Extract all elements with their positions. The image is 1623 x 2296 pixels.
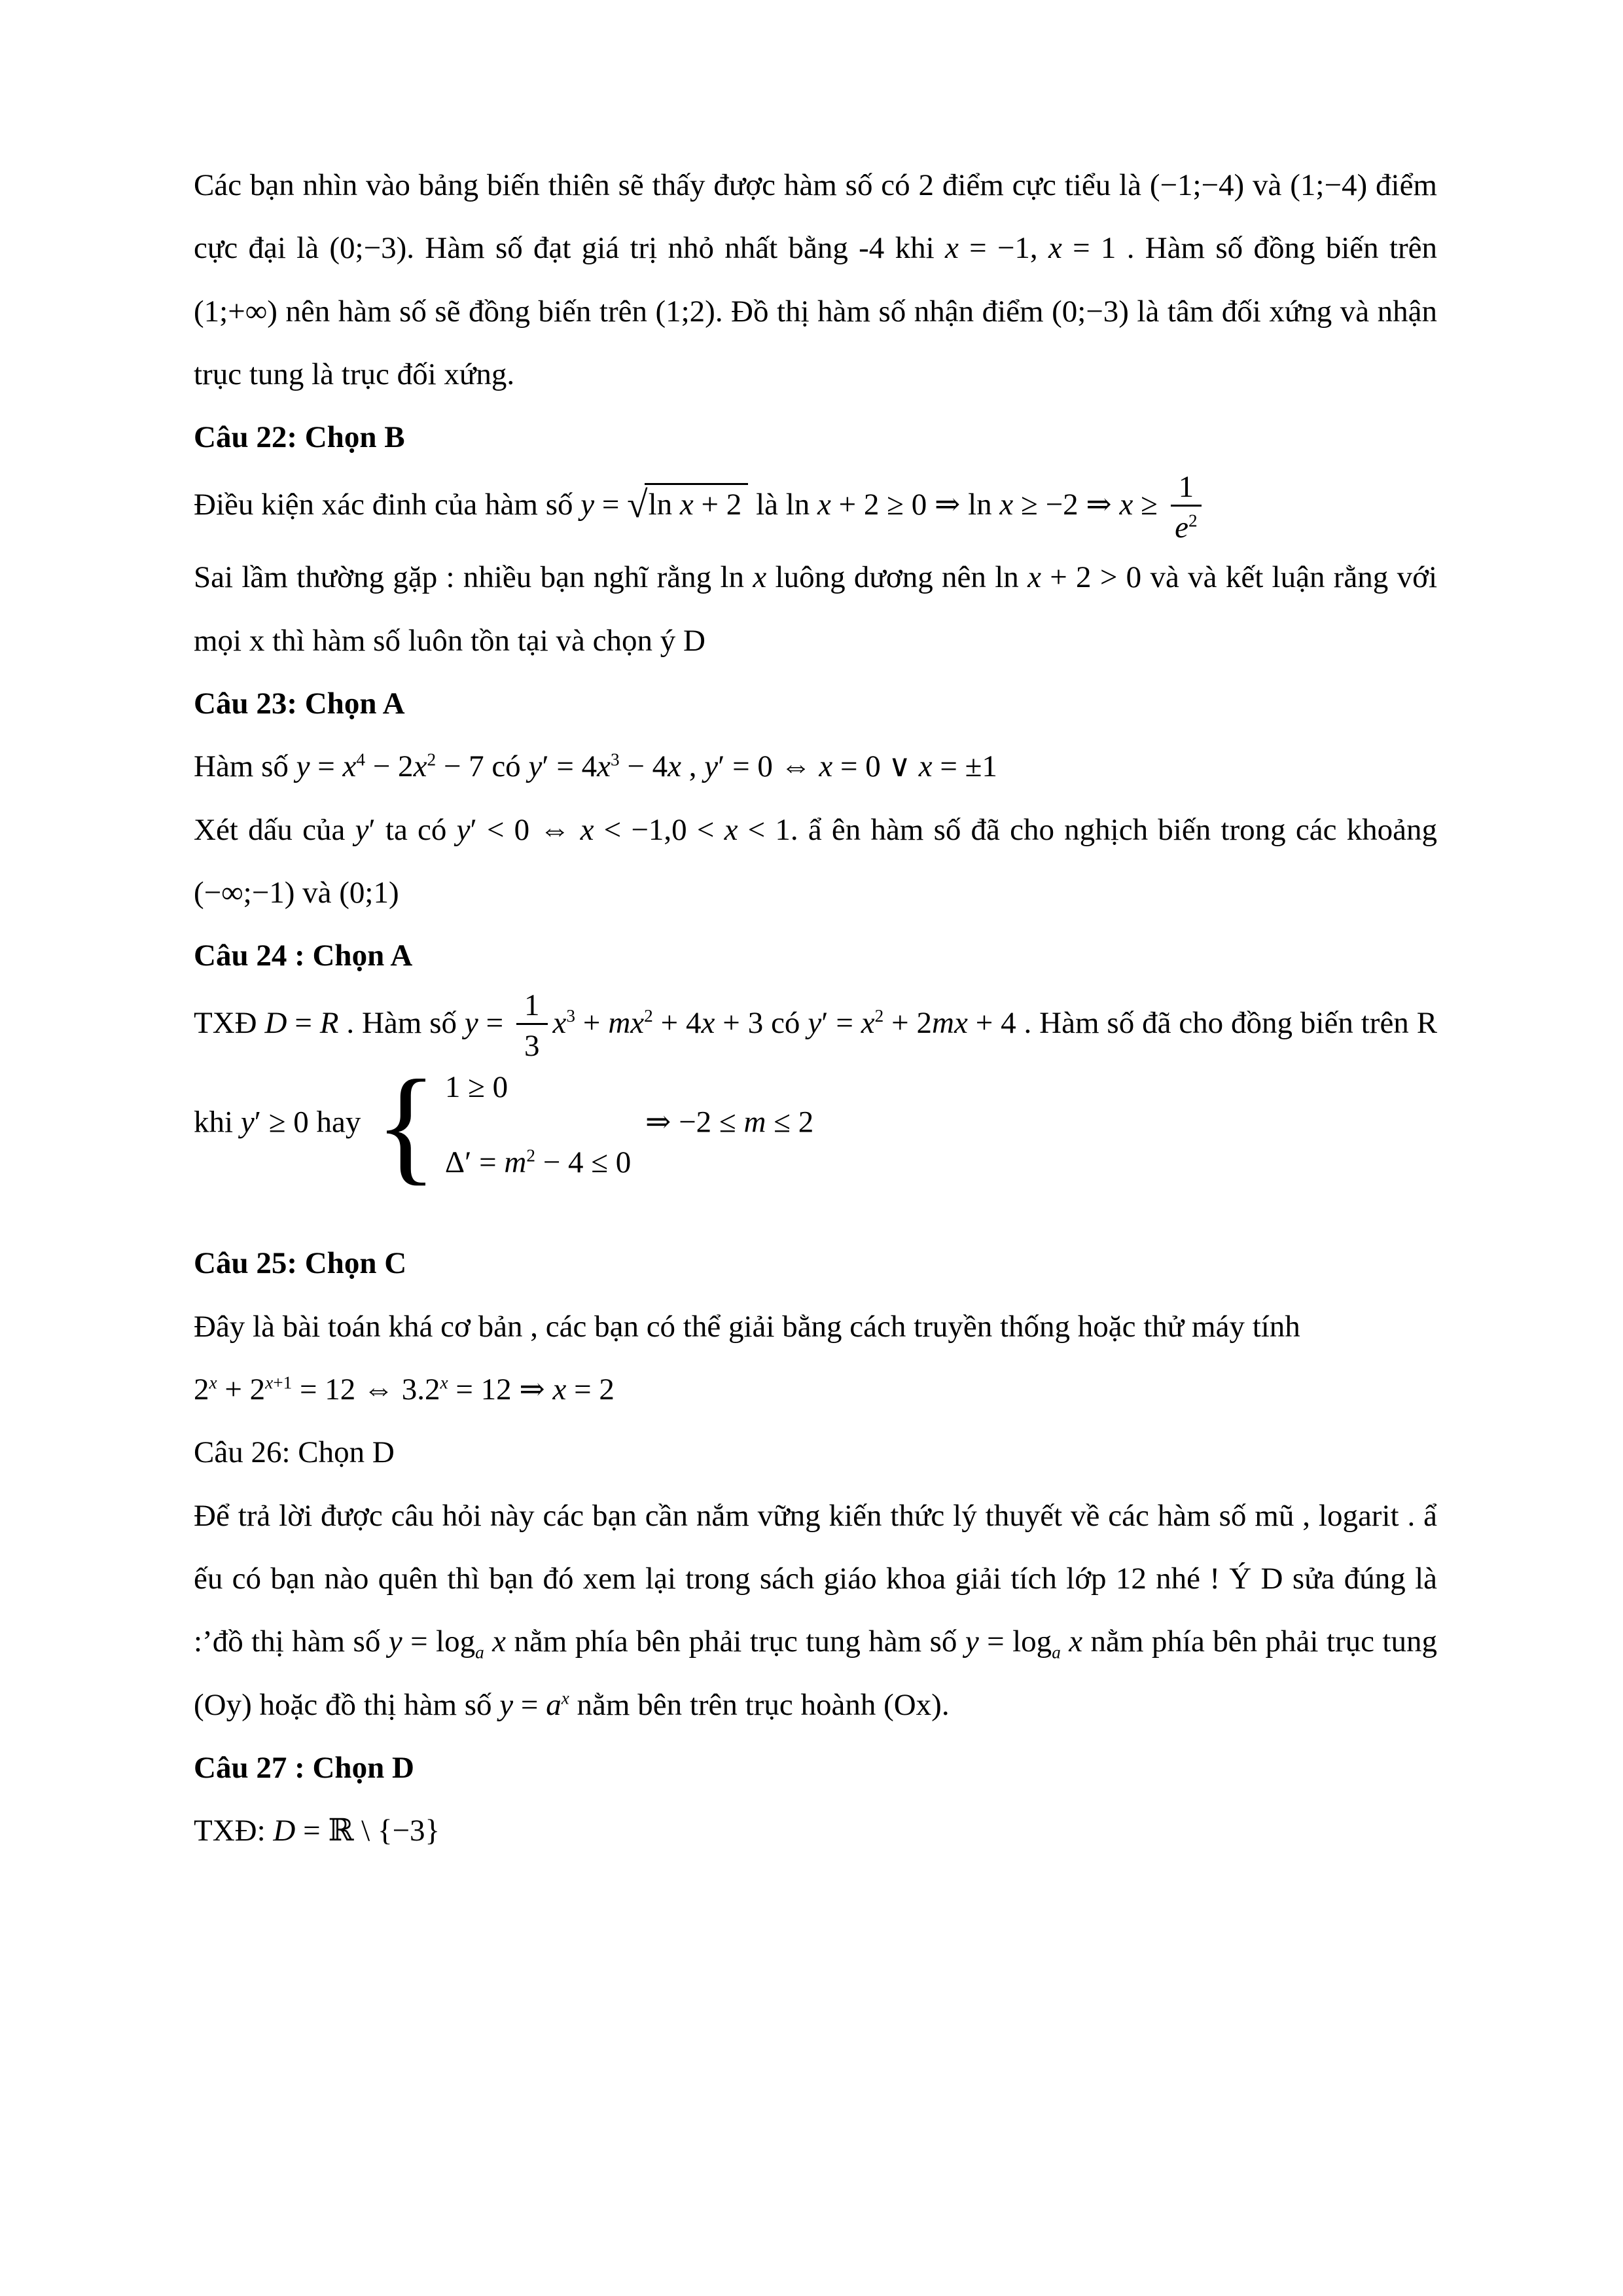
heading-label: Câu 22: Chọn B	[194, 420, 405, 455]
math-run: =	[287, 1005, 320, 1040]
superscript: 3	[610, 749, 620, 770]
text-run: Đây là bài toán khá cơ bản , các bạn có thể giải bằng cách truyền thống hoặc thử máy tính	[194, 1309, 1300, 1344]
math-run: y	[296, 749, 310, 784]
fraction	[516, 988, 548, 1064]
math-run: y	[456, 812, 471, 847]
math-run: x	[597, 749, 611, 784]
text-run: nằm bên trên trục hoành (Ox).	[569, 1687, 950, 1722]
math-run: x	[918, 749, 933, 784]
radical-sign: √	[627, 484, 648, 526]
superscript: 2	[526, 1145, 535, 1165]
math-run: ln	[785, 487, 818, 522]
text-run: Để trả lời được câu hỏi này các bạn cần nắm vững kiến thức lý thuyết về các hàm số mũ , logarit . ẩ ếu có bạn nào quên thì bạn đó xem lại trong sách giáo khoa giải tích lớp 12 nhé ! Ý D sửa đúng là :’đồ thị hàm số	[194, 1498, 1437, 1659]
math-run: ′ = 0 ⇔	[718, 749, 819, 784]
math-run: y	[965, 1624, 979, 1659]
text-run: và	[1244, 168, 1291, 202]
system-row: 1 ≥ 0	[444, 1070, 508, 1105]
math-run: a	[546, 1687, 562, 1722]
text-run: TXĐ:	[194, 1814, 274, 1848]
math-run: x	[817, 487, 831, 522]
math-run: m	[743, 1105, 766, 1139]
math-run: =	[310, 749, 343, 784]
math-run: + 2 ≥ 0 ⇒ ln	[830, 487, 1000, 522]
math-run: < 1	[738, 812, 791, 847]
math-run: + 2	[217, 1372, 266, 1407]
radical-body	[645, 483, 749, 522]
math-run: x	[819, 749, 833, 784]
text-run: nằm phía bên phải trục tung (Oy) hoặc đồ thị hàm số	[194, 1624, 1437, 1722]
math-run: ′ =	[821, 1005, 861, 1040]
superscript	[265, 1372, 292, 1392]
math-run: y	[240, 1105, 255, 1139]
math-run: = 0 ∨	[832, 749, 919, 784]
paragraph-cau25-intro	[194, 1295, 1437, 1358]
math-run: = ±1	[932, 749, 997, 784]
text-run: . Đồ thị hàm số nhận điểm	[715, 294, 1052, 329]
math-run: =	[478, 1005, 512, 1040]
math-run: − 4 ≤ 0	[535, 1145, 632, 1179]
text-run: − 7 có	[436, 749, 529, 784]
heading-label: Câu 26: Chọn D	[194, 1435, 395, 1470]
math-run: x	[580, 812, 594, 847]
math-run: x	[679, 487, 694, 522]
paragraph-cau22-condition	[194, 469, 1437, 547]
math-run: x	[668, 749, 681, 784]
math-run: m	[608, 1005, 631, 1040]
math-run: x	[1048, 231, 1062, 266]
superscript: x	[209, 1372, 217, 1393]
text-run: điểm cực đại là	[194, 168, 1437, 266]
math-run: ⇒ −2 ≤	[637, 1105, 744, 1139]
math-run: D	[273, 1814, 296, 1848]
system-row	[445, 1144, 631, 1181]
heading-cau24	[194, 924, 1437, 987]
heading-cau26	[194, 1421, 1437, 1484]
math-run: x	[701, 1005, 715, 1040]
equation-system	[375, 1052, 632, 1196]
math-run: y	[808, 1005, 822, 1040]
text-run: và	[294, 875, 340, 910]
heading-label: Câu 24 : Chọn A	[194, 939, 413, 973]
subscript: a	[475, 1642, 484, 1662]
math-run: (−1;−4)	[1149, 168, 1245, 202]
math-run: ln	[720, 560, 753, 595]
system-rows	[445, 1069, 631, 1181]
superscript: 4	[356, 749, 366, 770]
paragraph-cau23-derivative	[194, 735, 1437, 798]
math-run: ln	[648, 487, 680, 522]
heading-label: Câu 25: Chọn C	[194, 1246, 407, 1281]
math-run: ≥ −2 ⇒	[1013, 487, 1120, 522]
superscript: x	[561, 1688, 569, 1708]
superscript: 3	[566, 1005, 576, 1026]
superscript: x	[440, 1372, 448, 1393]
superscript: 2	[644, 1005, 653, 1026]
math-run: (1;2)	[655, 294, 715, 329]
math-run: x	[999, 487, 1014, 522]
math-run: x	[630, 1005, 645, 1040]
math-run: x	[724, 812, 738, 847]
text-run: Hàm số	[194, 749, 296, 784]
math-run: = 1	[1061, 231, 1116, 266]
paragraph-cau22-note	[194, 546, 1437, 672]
math-run: y	[464, 1005, 478, 1040]
math-run: +1	[273, 1372, 293, 1393]
text-run: + 4 . Hàm số đã cho đồng biến trên R khi	[194, 1005, 1438, 1139]
superscript: 2	[1188, 511, 1198, 531]
text-run: và và kết luận rằng với mọi x thì hàm số luôn tồn tại và chọn ý D	[194, 560, 1438, 658]
math-run: x	[1027, 560, 1041, 595]
text-run: Xét dấu của	[194, 812, 355, 847]
heading-cau23	[194, 672, 1437, 735]
math-run: (1;+∞)	[194, 294, 277, 329]
math-run: ln	[995, 560, 1028, 595]
superscript: 2	[427, 749, 437, 770]
text-run: + 3 có	[715, 1005, 808, 1040]
math-run: e	[1175, 510, 1189, 545]
text-run: . Hàm số đồng biến trên	[1116, 231, 1438, 266]
math-run: =	[594, 487, 628, 522]
math-run: R	[319, 1005, 339, 1040]
math-run: = ℝ \	[295, 1814, 378, 1848]
math-run: Δ′ =	[444, 1145, 505, 1179]
math-run: + 2	[693, 487, 742, 522]
text-run: . Hàm số	[338, 1005, 465, 1040]
math-run: ′ = 4	[542, 749, 597, 784]
superscript: 2	[874, 1005, 884, 1026]
math-run: x	[552, 1372, 567, 1407]
math-run: ′ < 0 ⇔	[470, 812, 580, 847]
text-run: là tâm đối xứng và nhận trục tung là trục đối xứng.	[194, 294, 1437, 392]
fraction-denominator: 3	[524, 1028, 540, 1063]
paragraph-cau26-explanation	[194, 1484, 1437, 1736]
text-run: . Hàm số đạt giá trị nhỏ nhất bằng -4 khi	[406, 231, 945, 266]
math-run: x	[1060, 1624, 1083, 1659]
math-run: ,	[681, 749, 705, 784]
math-run: < −1,0 <	[594, 812, 724, 847]
math-run: x	[753, 560, 767, 595]
heading-cau27	[194, 1736, 1437, 1799]
heading-label: Câu 27 : Chọn D	[194, 1751, 414, 1785]
math-run: (0;1)	[339, 875, 399, 910]
math-run: ′ ta có	[368, 812, 457, 847]
math-run: y	[528, 749, 543, 784]
math-run: 2	[194, 1372, 209, 1407]
math-run: y	[499, 1687, 514, 1722]
math-run: = log	[978, 1624, 1052, 1659]
fraction	[1171, 469, 1202, 545]
document-content	[194, 154, 1437, 1863]
math-run: x	[484, 1624, 507, 1659]
math-run: (−∞;−1)	[194, 875, 295, 910]
math-run: m	[504, 1145, 527, 1179]
math-run: ′ ≥ 0 hay	[254, 1105, 369, 1139]
text-run: Các bạn nhìn vào bảng biến thiên sẽ thấy được hàm số có 2 điểm cực tiểu là	[194, 168, 1150, 202]
math-run: + 2	[883, 1005, 933, 1040]
math-run: y	[580, 487, 595, 522]
math-run: (0;−3)	[1052, 294, 1129, 329]
math-run: y	[704, 749, 719, 784]
subscript: a	[1052, 1642, 1061, 1662]
math-run: x	[413, 749, 427, 784]
heading-cau25	[194, 1232, 1437, 1295]
math-run: x	[342, 749, 357, 784]
math-run: = −1,	[958, 231, 1048, 266]
math-run: + 2 > 0	[1041, 560, 1142, 595]
heading-cau22	[194, 406, 1437, 469]
text-run: luông dương nên	[766, 560, 995, 595]
math-run: x	[552, 1005, 567, 1040]
math-run: + 4	[652, 1005, 702, 1040]
text-run: Sai lầm thường gặp : nhiều bạn nghĩ rằng	[194, 560, 721, 595]
math-run: − 2	[365, 749, 414, 784]
math-run: y	[388, 1624, 402, 1659]
math-run: x	[954, 1005, 968, 1040]
math-run: {−3}	[377, 1814, 440, 1848]
math-run: (1;−4)	[1290, 168, 1368, 202]
fraction-numerator: 1	[516, 988, 548, 1025]
math-run: ≥	[1133, 487, 1166, 522]
math-run: m	[932, 1005, 954, 1040]
paragraph-cau23-sign	[194, 798, 1437, 925]
math-run: x	[944, 231, 959, 266]
text-run: là	[748, 487, 786, 522]
paragraph-cau25-equation	[194, 1358, 1437, 1421]
math-run: x	[1119, 487, 1133, 522]
math-run: x	[265, 1372, 274, 1393]
paragraph-cau27-txd	[194, 1799, 1437, 1862]
math-run: =	[513, 1687, 546, 1722]
paragraph-cau21-analysis	[194, 154, 1437, 406]
math-run: = 2	[566, 1372, 615, 1407]
math-run: (0;−3)	[329, 231, 407, 266]
math-run: = 12 ⇔ 3.2	[292, 1372, 440, 1407]
heading-label: Câu 23: Chọn A	[194, 686, 405, 721]
system-brace: {	[375, 1052, 437, 1196]
fraction-numerator: 1	[1171, 469, 1202, 507]
text-run: Điều kiện xác đinh của hàm số	[194, 487, 581, 522]
math-run: = log	[402, 1624, 476, 1659]
math-run: − 4	[619, 749, 668, 784]
text-run: . ẩ ên hàm số đã cho nghịch biến trong các khoảng	[790, 812, 1437, 847]
math-run: = 12 ⇒	[448, 1372, 553, 1407]
math-run: D	[264, 1005, 287, 1040]
text-run: TXĐ	[194, 1005, 265, 1040]
radical-expression	[627, 484, 748, 526]
math-run: ≤ 2	[766, 1105, 814, 1139]
paragraph-cau24-solution	[194, 988, 1438, 1196]
math-run: +	[575, 1005, 609, 1040]
text-run: nằm phía bên phải trục tung hàm số	[506, 1624, 965, 1659]
fraction-denominator	[1171, 507, 1202, 545]
text-run: nên hàm số sẽ đồng biến trên	[277, 294, 656, 329]
math-run: y	[355, 812, 369, 847]
math-run: x	[861, 1005, 875, 1040]
